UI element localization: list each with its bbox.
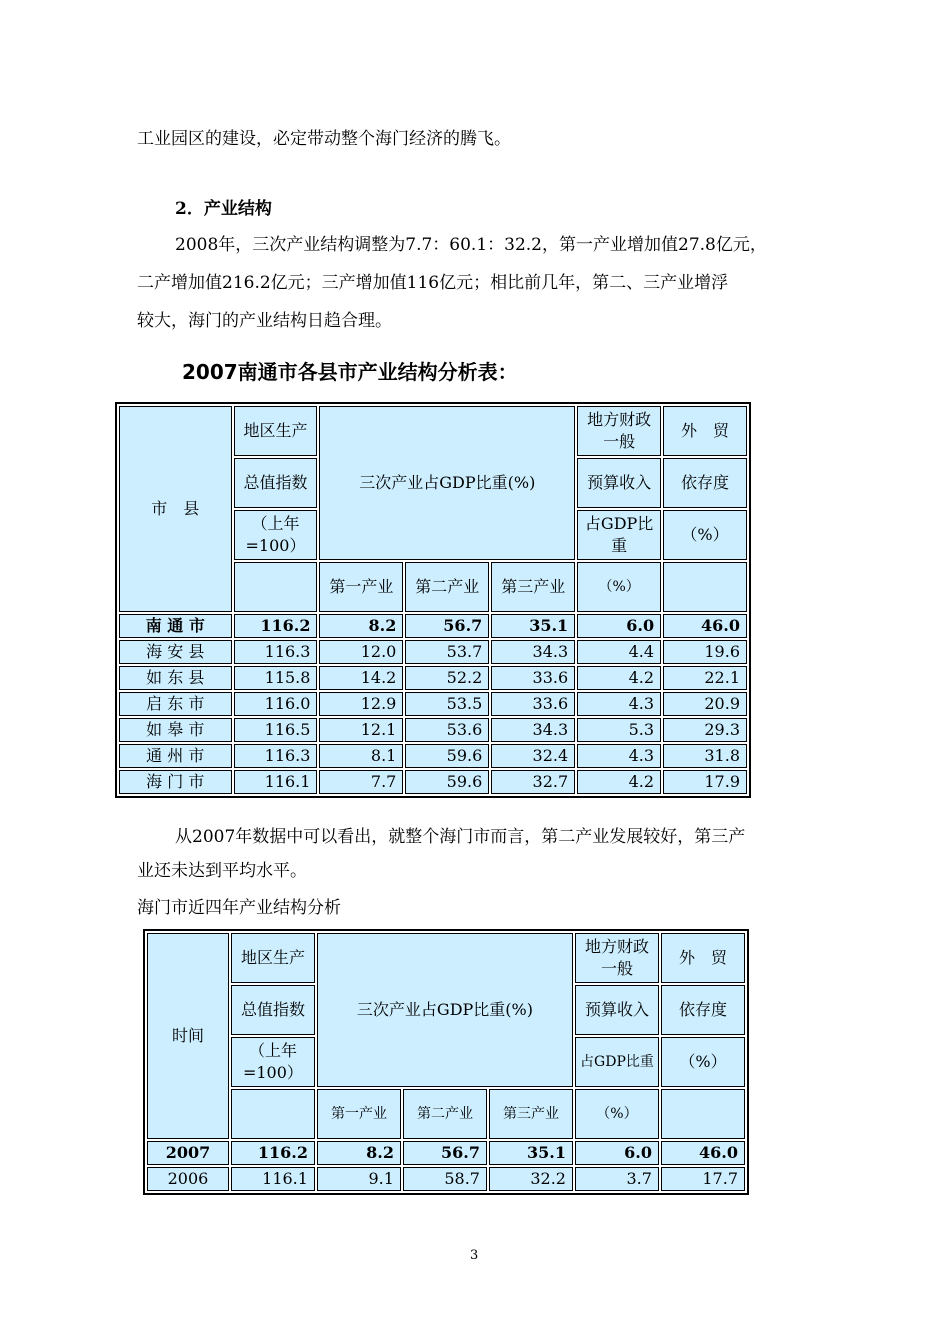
cell-s3: 34.3 — [491, 640, 575, 664]
cell-s2: 59.6 — [405, 744, 489, 768]
cell-s3: 34.3 — [491, 718, 575, 742]
cell-s1: 8.2 — [317, 1141, 401, 1165]
table-1-header-gdp-c: （上年=100） — [234, 510, 318, 560]
cell-trade: 19.6 — [663, 640, 747, 664]
table-2-header-fin-d: （%） — [575, 1089, 659, 1139]
cell-s1: 14.2 — [319, 666, 403, 690]
paragraph-3-line-2: 业还未达到平均水平。 — [137, 861, 307, 881]
cell-s1: 7.7 — [319, 770, 403, 794]
table-2-header-gdp-b: 总值指数 — [231, 985, 315, 1035]
table-2-header-fin-a: 地方财政一般 — [575, 933, 659, 983]
cell-s1: 12.0 — [319, 640, 403, 664]
cell-s1: 9.1 — [317, 1167, 401, 1191]
cell-gdp: 116.3 — [234, 640, 318, 664]
table-1-header-trade-b: 依存度 — [663, 458, 747, 508]
cell-gdp: 116.2 — [231, 1141, 315, 1165]
cell-trade: 31.8 — [663, 744, 747, 768]
cell-s3: 33.6 — [491, 666, 575, 690]
cell-s3: 33.6 — [491, 692, 575, 716]
cell-fin: 3.7 — [575, 1167, 659, 1191]
cell-fin: 6.0 — [575, 1141, 659, 1165]
table-2-header-empty — [231, 1089, 315, 1139]
cell-s3: 35.1 — [489, 1141, 573, 1165]
table-row — [147, 1167, 745, 1191]
cell-s2: 58.7 — [403, 1167, 487, 1191]
cell-fin: 4.3 — [577, 692, 661, 716]
table-2-header-time: 时间 — [147, 933, 229, 1139]
table-row — [119, 770, 747, 794]
paragraph-3-line-1: 从2007年数据中可以看出，就整个海门市而言，第二产业发展较好，第三产 — [175, 827, 746, 847]
table-1-header-empty — [234, 562, 318, 612]
table-1-header-share: 三次产业占GDP比重(%) — [319, 406, 575, 560]
table-1-header-fin-a: 地方财政一般 — [577, 406, 661, 456]
table-1-header-s1: 第一产业 — [319, 562, 403, 612]
cell-s2: 56.7 — [403, 1141, 487, 1165]
cell-s3: 32.2 — [489, 1167, 573, 1191]
table-1-header-gdp-a: 地区生产 — [234, 406, 318, 456]
table-2-header-gdp-c: （上年=100） — [231, 1037, 315, 1087]
cell-gdp: 116.5 — [234, 718, 318, 742]
table-1 — [115, 402, 751, 798]
table-1-header-trade-a: 外 贸 — [663, 406, 747, 456]
row-name: 启 东 市 — [119, 692, 232, 716]
cell-s2: 53.5 — [405, 692, 489, 716]
row-name: 如 东 县 — [119, 666, 232, 690]
table-1-header-trade-c: （%） — [663, 510, 747, 560]
row-name: 2006 — [147, 1167, 229, 1191]
cell-s1: 12.1 — [319, 718, 403, 742]
section-heading: 2．产业结构 — [175, 199, 272, 219]
table-row — [119, 614, 747, 638]
cell-trade: 46.0 — [661, 1141, 745, 1165]
table-2 — [143, 929, 749, 1195]
cell-gdp: 116.2 — [234, 614, 318, 638]
cell-s2: 53.6 — [405, 718, 489, 742]
cell-gdp: 116.3 — [234, 744, 318, 768]
table-row — [119, 640, 747, 664]
cell-gdp: 116.1 — [234, 770, 318, 794]
table-1-header-fin-b: 预算收入 — [577, 458, 661, 508]
table-row — [119, 718, 747, 742]
cell-fin: 4.3 — [577, 744, 661, 768]
cell-gdp: 115.8 — [234, 666, 318, 690]
page-number: 3 — [470, 1248, 479, 1263]
table-2-header-trade-c: （%） — [661, 1037, 745, 1087]
cell-trade: 22.1 — [663, 666, 747, 690]
table-1-header-empty-2 — [663, 562, 747, 612]
row-name: 通 州 市 — [119, 744, 232, 768]
cell-trade: 20.9 — [663, 692, 747, 716]
table-2-header-empty-2 — [661, 1089, 745, 1139]
cell-s1: 12.9 — [319, 692, 403, 716]
table-2-header-trade-a: 外 贸 — [661, 933, 745, 983]
cell-s3: 32.4 — [491, 744, 575, 768]
row-name: 南 通 市 — [119, 614, 232, 638]
cell-s2: 56.7 — [405, 614, 489, 638]
table-2-header-s2: 第二产业 — [403, 1089, 487, 1139]
table-row — [119, 666, 747, 690]
table-2-header-gdp-a: 地区生产 — [231, 933, 315, 983]
table-row — [119, 692, 747, 716]
table-2-header-s3: 第三产业 — [489, 1089, 573, 1139]
row-name: 海 安 县 — [119, 640, 232, 664]
cell-s2: 52.2 — [405, 666, 489, 690]
table-2-caption: 海门市近四年产业结构分析 — [137, 898, 341, 918]
table-2-header-share: 三次产业占GDP比重(%) — [317, 933, 573, 1087]
table-1-title: 2007南通市各县市产业结构分析表： — [182, 360, 518, 384]
table-1-header-gdp-b: 总值指数 — [234, 458, 318, 508]
table-1-header-fin-c: 占GDP比重 — [577, 510, 661, 560]
cell-fin: 5.3 — [577, 718, 661, 742]
table-row — [119, 744, 747, 768]
cell-trade: 46.0 — [663, 614, 747, 638]
cell-fin: 4.2 — [577, 666, 661, 690]
cell-s1: 8.2 — [319, 614, 403, 638]
table-2-header-trade-b: 依存度 — [661, 985, 745, 1035]
paragraph-2-line-2: 二产增加值216.2亿元；三产增加值116亿元；相比前几年，第二、三产业增浮 — [137, 273, 729, 293]
table-2-header-fin-c: 占GDP比重 — [575, 1037, 659, 1087]
cell-s3: 35.1 — [491, 614, 575, 638]
paragraph-2-line-1: 2008年，三次产业结构调整为7.7：60.1：32.2，第一产业增加值27.8亿元， — [175, 235, 767, 255]
paragraph-2-line-3: 较大，海门的产业结构日趋合理。 — [137, 311, 392, 331]
cell-trade: 17.9 — [663, 770, 747, 794]
cell-s1: 8.1 — [319, 744, 403, 768]
cell-fin: 6.0 — [577, 614, 661, 638]
table-1-header-s3: 第三产业 — [491, 562, 575, 612]
row-name: 如 皋 市 — [119, 718, 232, 742]
row-name: 海 门 市 — [119, 770, 232, 794]
table-1-header-fin-d: （%） — [577, 562, 661, 612]
cell-trade: 17.7 — [661, 1167, 745, 1191]
table-1-header-region: 市 县 — [119, 406, 232, 612]
cell-gdp: 116.1 — [231, 1167, 315, 1191]
table-2-header-s1: 第一产业 — [317, 1089, 401, 1139]
table-2-header-fin-b: 预算收入 — [575, 985, 659, 1035]
table-1-header-s2: 第二产业 — [405, 562, 489, 612]
table-row — [147, 1141, 745, 1165]
cell-s2: 59.6 — [405, 770, 489, 794]
cell-fin: 4.4 — [577, 640, 661, 664]
cell-s2: 53.7 — [405, 640, 489, 664]
cell-gdp: 116.0 — [234, 692, 318, 716]
cell-trade: 29.3 — [663, 718, 747, 742]
row-name: 2007 — [147, 1141, 229, 1165]
cell-fin: 4.2 — [577, 770, 661, 794]
cell-s3: 32.7 — [491, 770, 575, 794]
paragraph-1: 工业园区的建设，必定带动整个海门经济的腾飞。 — [137, 129, 511, 149]
